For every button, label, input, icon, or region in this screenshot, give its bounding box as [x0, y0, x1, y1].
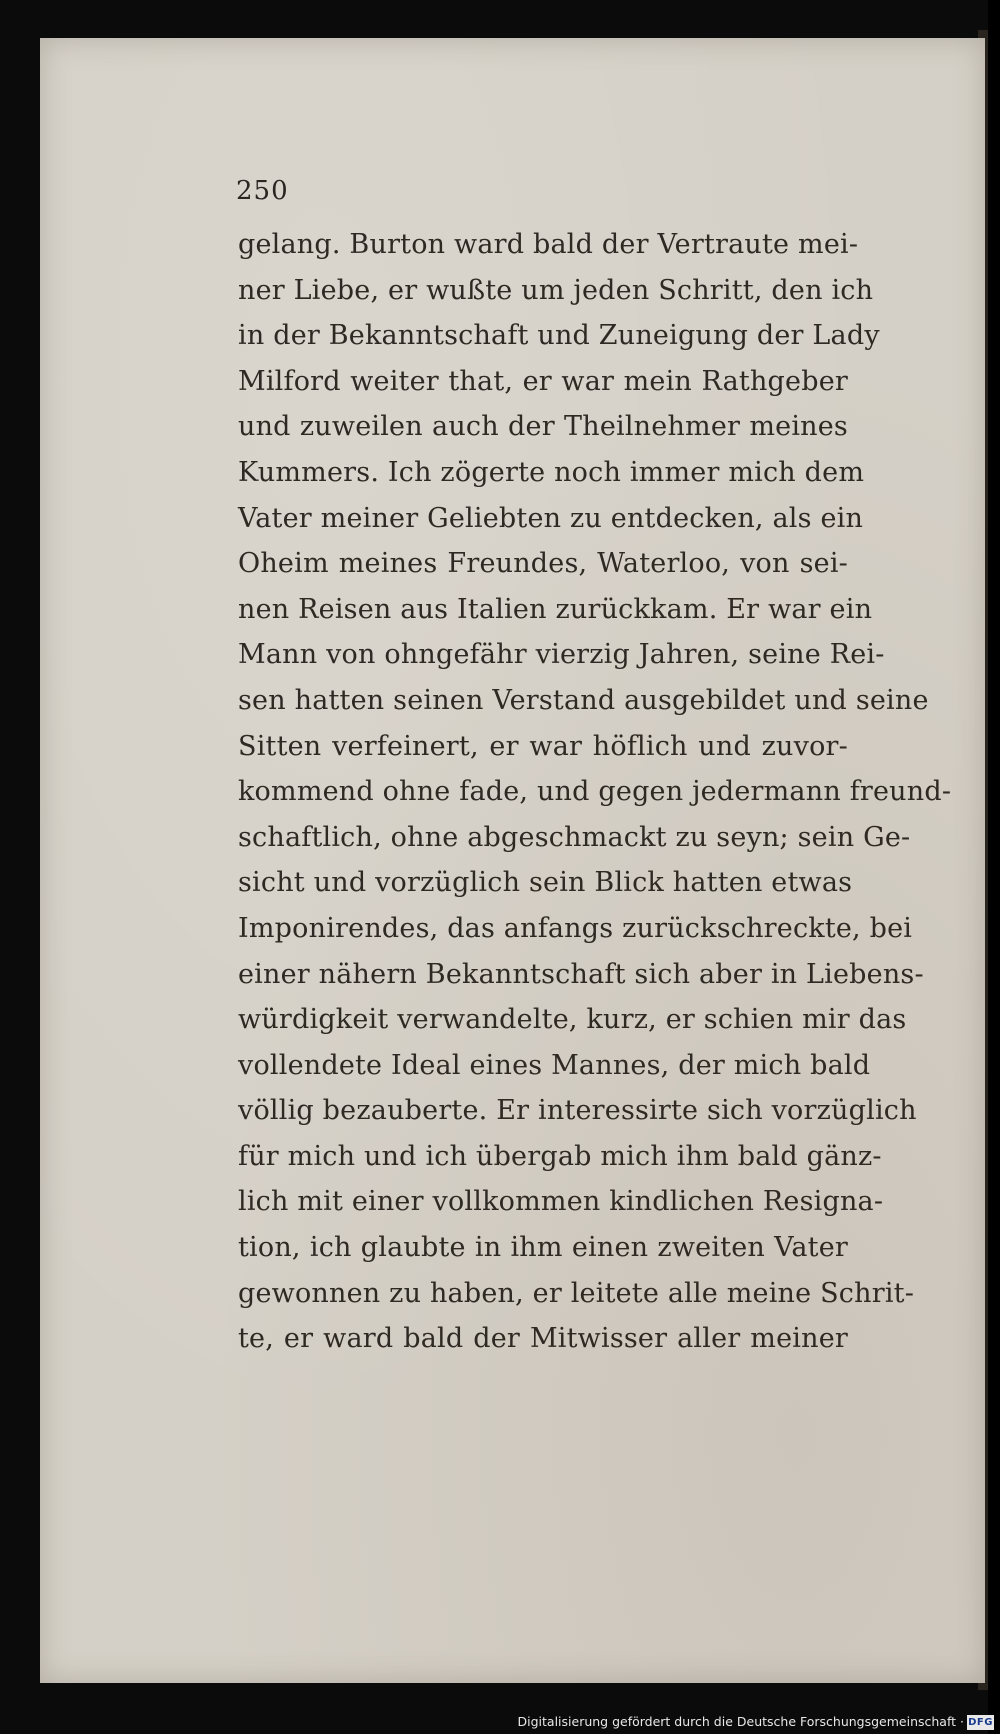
text-line: schaftlich, ohne abgeschmackt zu seyn; sein Ge- — [238, 821, 911, 853]
text-line: nen Reisen aus Italien zurückkam. Er war ein — [238, 593, 873, 625]
text-line: für mich und ich übergab mich ihm bald gänz- — [238, 1140, 882, 1172]
text-line: und zuweilen auch der Theilnehmer meines — [238, 411, 848, 443]
text-line: Kummers. Ich zögerte noch immer mich dem — [238, 456, 865, 488]
text-line: sen hatten seinen Verstand ausgebildet und seine — [238, 684, 929, 716]
text-line: in der Bekanntschaft und Zuneigung der Lady — [238, 320, 880, 352]
text-line: Imponirendes, das anfangs zurückschreckte, bei — [238, 912, 913, 944]
text-line: einer nähern Bekanntschaft sich aber in Liebens- — [238, 958, 924, 990]
body-text — [238, 222, 952, 1362]
text-line: gelang. Burton ward bald der Vertraute mei- — [238, 229, 859, 260]
text-line: ner Liebe, er wußte um jeden Schritt, den ich — [238, 274, 874, 306]
footer — [0, 1712, 1000, 1734]
text-line: lich mit einer vollkommen kindlichen Resigna- — [238, 1186, 884, 1218]
text-line: gewonnen zu haben, er leitete alle meine Schrit- — [238, 1277, 915, 1309]
text-line: te, er ward bald der Mitwisser aller meiner — [238, 1323, 848, 1355]
text-line: sicht und vorzüglich sein Blick hatten etwas — [238, 867, 853, 899]
text-line: Sitten verfeinert, er war höflich und zuvor- — [238, 730, 848, 762]
text-line: kommend ohne fade, und gegen jedermann freund- — [238, 776, 952, 808]
text-line: Oheim meines Freundes, Waterloo, von sei- — [238, 548, 848, 580]
funding-notice: Digitalisierung gefördert durch die Deutsche Forschungsgemeinschaft · — [517, 1714, 964, 1729]
scan-border — [988, 0, 1000, 1734]
text-line: vollendete Ideal eines Mannes, der mich bald — [238, 1049, 871, 1081]
text-line: Vater meiner Geliebten zu entdecken, als ein — [238, 502, 864, 534]
text-line: Mann von ohngefähr vierzig Jahren, seine Rei- — [238, 639, 885, 671]
text-line: würdigkeit verwandelte, kurz, er schien mir das — [238, 1004, 907, 1036]
text-line: Milford weiter that, er war mein Rathgeber — [238, 365, 848, 397]
dfg-logo: DFG — [968, 1717, 993, 1728]
text-line: tion, ich glaubte in ihm einen zweiten Vater — [238, 1232, 848, 1264]
page-number: 250 — [236, 176, 289, 206]
text-line: völlig bezauberte. Er interessirte sich vorzüglich — [238, 1095, 917, 1127]
